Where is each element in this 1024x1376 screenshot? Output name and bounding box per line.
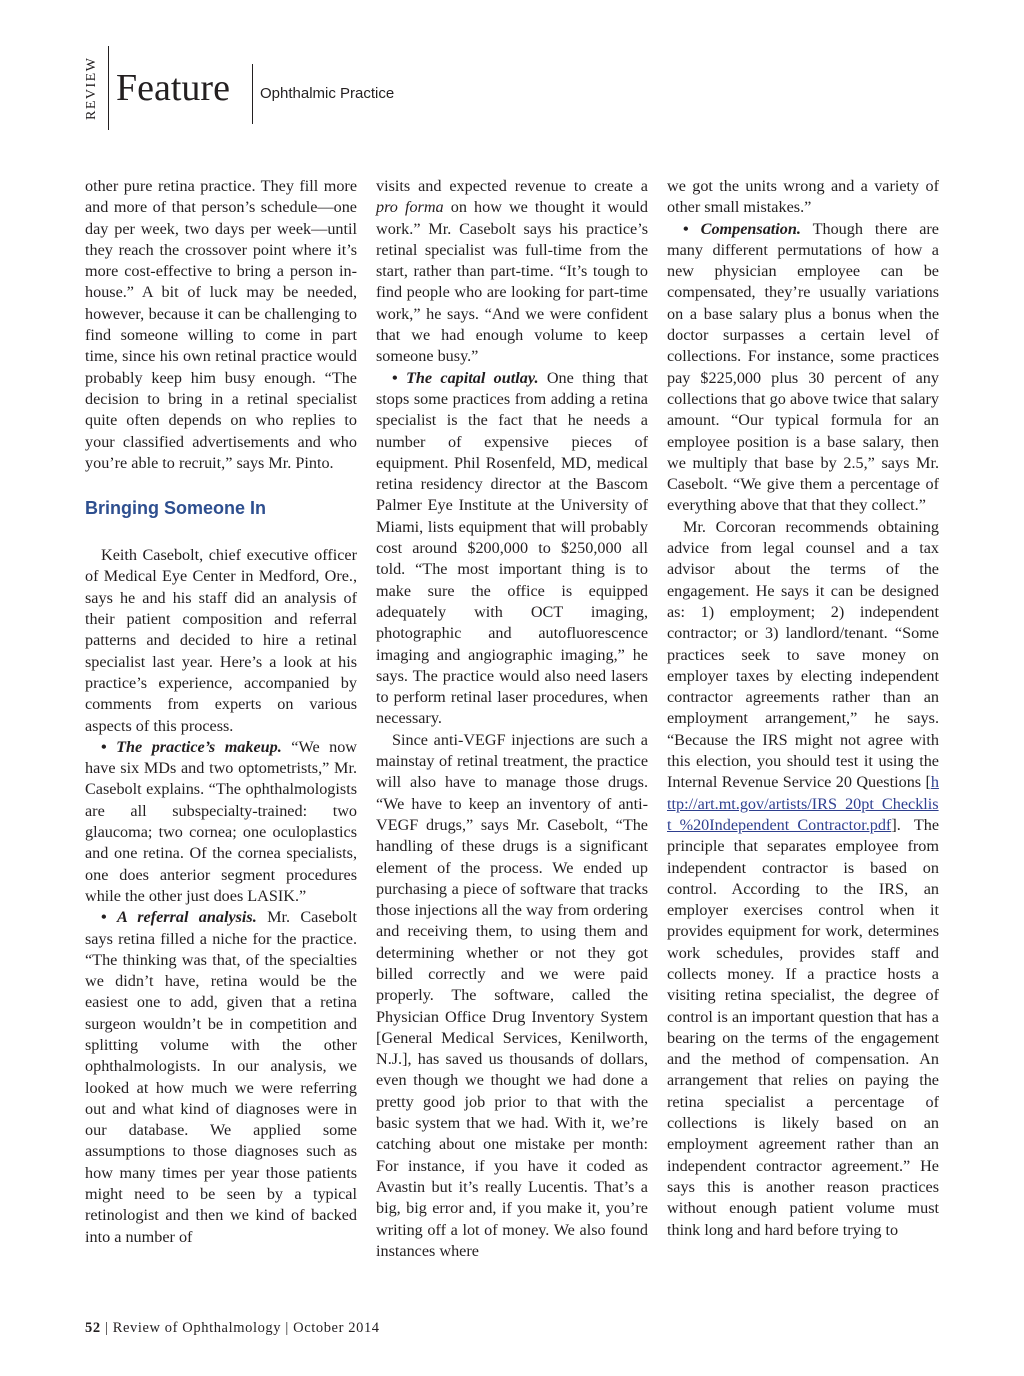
paragraph: Keith Casebolt, chief executive officer of Medical Eye Center in Medford, Ore., says he and his staff did an analysis of their patient composition and referral patterns and decided to hire a retinal specialist last year. Here’s a look at his practice’s experience, accompanied by comments from experts on various aspects of this process. xyxy=(85,546,357,735)
issue-date: October 2014 xyxy=(293,1320,380,1336)
paragraph-text: Mr. Corcoran recommends obtaining advice from legal counsel and a tax advisor about the terms of the engagement. He says it can be designed as: 1) employment; 2) independent contractor; or 3) landlord/tenant. “Some practices seek to save money on employer taxes by electing independent contractor agreements rather than an employment arrangement,” he says. “Because the IRS might not agree with this election, you should test it using the Internal Revenue Service 20 Questions [ xyxy=(667,517,939,792)
bullet-text: One thing that stops some practices from adding a retina specialist is the fact that he needs a number of expensive pieces of equipment. Phil Rosenfeld, MD, medical retina residency director at the Bascom Palmer Eye Institute at the University of Miami, lists equipment that will probably cost around $200,000 to $250,000 all told. “The most important thing is to make sure the office is equipped adequately with OCT imaging, photographic and autofluorescence imaging and angiographic imaging,” he says. The practice would also need lasers to perform retinal laser procedures, when necessary. xyxy=(376,368,648,728)
page-header xyxy=(84,46,484,130)
page-footer xyxy=(85,1320,380,1337)
bullet-lead: The practice’s makeup. xyxy=(116,737,282,756)
review-tag: REVIEW xyxy=(84,56,99,120)
header-divider xyxy=(108,46,109,130)
paragraph: other pure retina practice. They fill more and more of that person’s schedule—one day per week, two days per week—until they reach the crossover point where it’s more cost-effective to bring a person in-house.” A bit of luck may be needed, however, because it can be challenging to find someone willing to come in part time, since his own retinal practice would probably keep him busy enough. “The decision to bring in a retinal specialist quite often depends on who replies to your classified advertisements and who you’re able to recruit,” says Mr. Pinto. xyxy=(85,177,357,472)
bullet-text: Mr. Casebolt says retina filled a niche for the practice. “The thinking was that, of the specialties we didn’t have, retina would be the easiest one to add, given that a retina surgeon wouldn’t be in competition and splitting volume with the other ophthalmologists. In our analysis, we looked at how much we were referring out and what kind of diagnoses were in our database. We applied some assumptions to those diagnoses such as how many times per year those patients might need to be seen by a typical retinologist and then we kind of backed into a number of xyxy=(85,908,357,1246)
bullet-lead: The capital outlay. xyxy=(406,368,539,387)
paragraph: we got the units wrong and a variety of other small mistakes.” xyxy=(667,177,939,217)
bullet-glyph: • xyxy=(101,908,107,927)
article-column-1 xyxy=(85,176,357,1248)
paragraph-text: ]. The principle that separates employee from independent contractor is based on control. According to the IRS, an employer exercises control when it provides equipment for work, determines work schedules, provides staff and collects money. If a practice hosts a visiting retina specialist, the degree of control is an important question that has a bearing on the terms of the engagement and the method of compensation. An arrangement that relies on paying the retina specialist a percentage of collections is likely based on an employment agreement rather than an independent contractor agreement.” He says this is another reason practices without enough patient volume must think long and hard before trying to xyxy=(667,815,939,1239)
bullet-paragraph xyxy=(85,907,357,1248)
article-column-3 xyxy=(667,176,939,1241)
bullet-glyph: • xyxy=(683,219,689,238)
section-name: Ophthalmic Practice xyxy=(260,85,395,102)
page-number: 52 xyxy=(85,1320,101,1336)
paragraph xyxy=(376,176,648,368)
bullet-glyph: • xyxy=(392,368,398,387)
bullet-paragraph xyxy=(85,737,357,907)
italic-term: pro forma xyxy=(376,198,444,217)
article-column-2 xyxy=(376,176,648,1262)
paragraph: Since anti-VEGF injections are such a mainstay of retinal treatment, the practice will also have to manage those drugs. “We have to keep an inventory of anti-VEGF drugs,” says Mr. Casebolt, “The handling of these drugs is a significant element of the process. We ended up purchasing a piece of software that tracks those injections all the way from ordering and receiving them, to using them and determining whether or not they got billed correctly and we were paid properly. The software, called the Physician Office Drug Inventory System [General Medical Services, Kenilworth, N.J.], has saved us thousands of dollars, even though we thought we had done a pretty good job prior to that with the basic system that we had. With it, we’re catching about one mistake per month: For instance, if you have it coded as Avastin but it’s really Lucentis. That’s a big, big error and, if you make it, you’re writing off a lot of money. We also found instances where xyxy=(376,730,648,1260)
bullet-lead: Compensation. xyxy=(700,219,801,238)
bullet-paragraph xyxy=(667,219,939,517)
footer-separator: | xyxy=(104,1320,109,1336)
header-divider-2 xyxy=(252,64,253,124)
footer-separator: | xyxy=(285,1320,289,1336)
bullet-lead: A referral analysis. xyxy=(116,908,257,927)
paragraph-text: on how we thought it would work.” Mr. Casebolt says his practice’s retinal specialist was full-time from the start, rather than part-time. “It’s tough to find people who are looking for part-time work,” he says. “And we were confident that we had enough volume to keep someone busy.” xyxy=(376,198,649,366)
paragraph xyxy=(667,517,939,1241)
checklist-link[interactable]: http://art.mt.gov/artists/IRS_20pt_Checklist_%20Independent_Contractor.pdf xyxy=(667,773,939,834)
bullet-glyph: • xyxy=(101,737,107,756)
paragraph-text: visits and expected revenue to create a xyxy=(376,177,648,195)
bullet-text: “We now have six MDs and two optometrists,” Mr. Casebolt explains. “The ophthalmologists are all subspecialty-trained: two glaucoma; two cornea; one oculoplastics and one retina. Of the cornea specialists, one does anterior segment procedures while the other just does LASIK.” xyxy=(85,737,357,905)
journal-name: Review of Ophthalmology xyxy=(112,1320,282,1336)
section-heading: Bringing Someone In xyxy=(85,498,267,519)
bullet-text: Though there are many different permutations of how a new physician employee can be compensated, they’re usually variations on a base salary plus a bonus when the doctor surpasses a certain level of collections. For instance, some practices pay $225,000 plus 30 percent of any collections that go above twice that salary amount. “Our typical formula for an employee position is a base salary, then we multiply that base by 2.5,” says Mr. Casebolt. “We give them a percentage of everything above that that they collect.” xyxy=(667,219,939,515)
feature-title: Feature xyxy=(116,67,230,109)
bullet-paragraph xyxy=(376,368,648,730)
